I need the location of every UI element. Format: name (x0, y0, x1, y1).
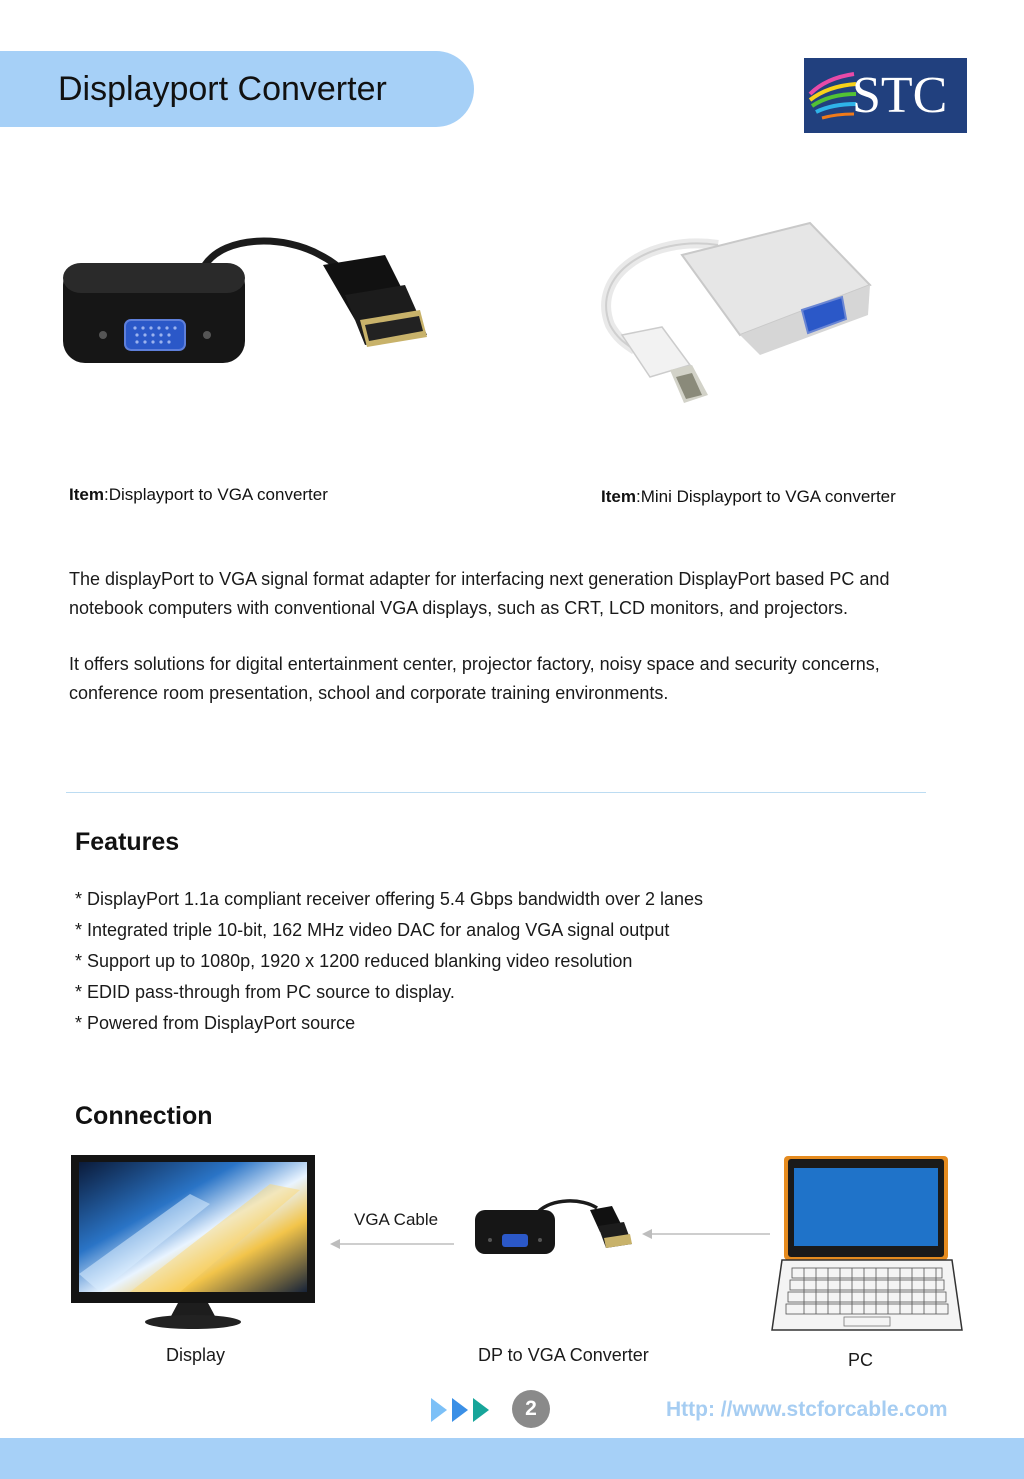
item-label: Item (601, 487, 636, 506)
description-paragraph-2: It offers solutions for digital entertainment center, projector factory, noisy space and security concerns, conference room presentation, school and corporate training environments. (69, 654, 880, 703)
vga-cable-label: VGA Cable (354, 1210, 439, 1229)
arrow-left-icon (328, 1237, 456, 1251)
stc-logo (804, 58, 967, 133)
website-link[interactable]: Http: //www.stcforcable.com (666, 1398, 948, 1421)
triple-chevron-icon (430, 1397, 494, 1423)
features-heading: Features (75, 828, 180, 856)
product-caption-1 (69, 485, 328, 505)
converter-label: DP to VGA Converter (478, 1345, 649, 1365)
display-label: Display (166, 1345, 226, 1365)
product-name: :Displayport to VGA converter (103, 485, 328, 504)
mini-dp-to-vga-adapter-image (590, 215, 880, 415)
page-title: Displayport Converter (58, 70, 387, 108)
logo-text: STC (852, 67, 948, 124)
section-divider (66, 792, 926, 793)
dp-vga-converter-image (472, 1196, 634, 1258)
footer-bar (0, 1438, 1024, 1479)
feature-item: * EDID pass-through from PC source to display. (75, 982, 455, 1002)
features-list (75, 884, 703, 1039)
display-monitor-image (70, 1154, 316, 1332)
connection-heading: Connection (75, 1102, 213, 1130)
item-label: Item (69, 485, 104, 504)
description-paragraph-1: The displayPort to VGA signal format adapter for interfacing next generation DisplayPort based PC and notebook computers with conventional VGA displays, such as CRT, LCD monitors, and projectors. (69, 569, 890, 618)
feature-item: * Integrated triple 10-bit, 162 MHz video DAC for analog VGA signal output (75, 920, 670, 940)
feature-item: * Powered from DisplayPort source (75, 1013, 356, 1033)
pc-label: PC (848, 1350, 874, 1370)
pc-laptop-image (770, 1154, 964, 1338)
page-number: 2 (512, 1390, 550, 1428)
product-caption-2 (601, 487, 896, 507)
arrow-left-icon (640, 1227, 772, 1241)
dp-to-vga-adapter-image (55, 225, 445, 385)
feature-item: * DisplayPort 1.1a compliant receiver offering 5.4 Gbps bandwidth over 2 lanes (75, 889, 704, 909)
feature-item: * Support up to 1080p, 1920 x 1200 reduced blanking video resolution (75, 951, 633, 971)
product-name: :Mini Displayport to VGA converter (635, 487, 896, 506)
